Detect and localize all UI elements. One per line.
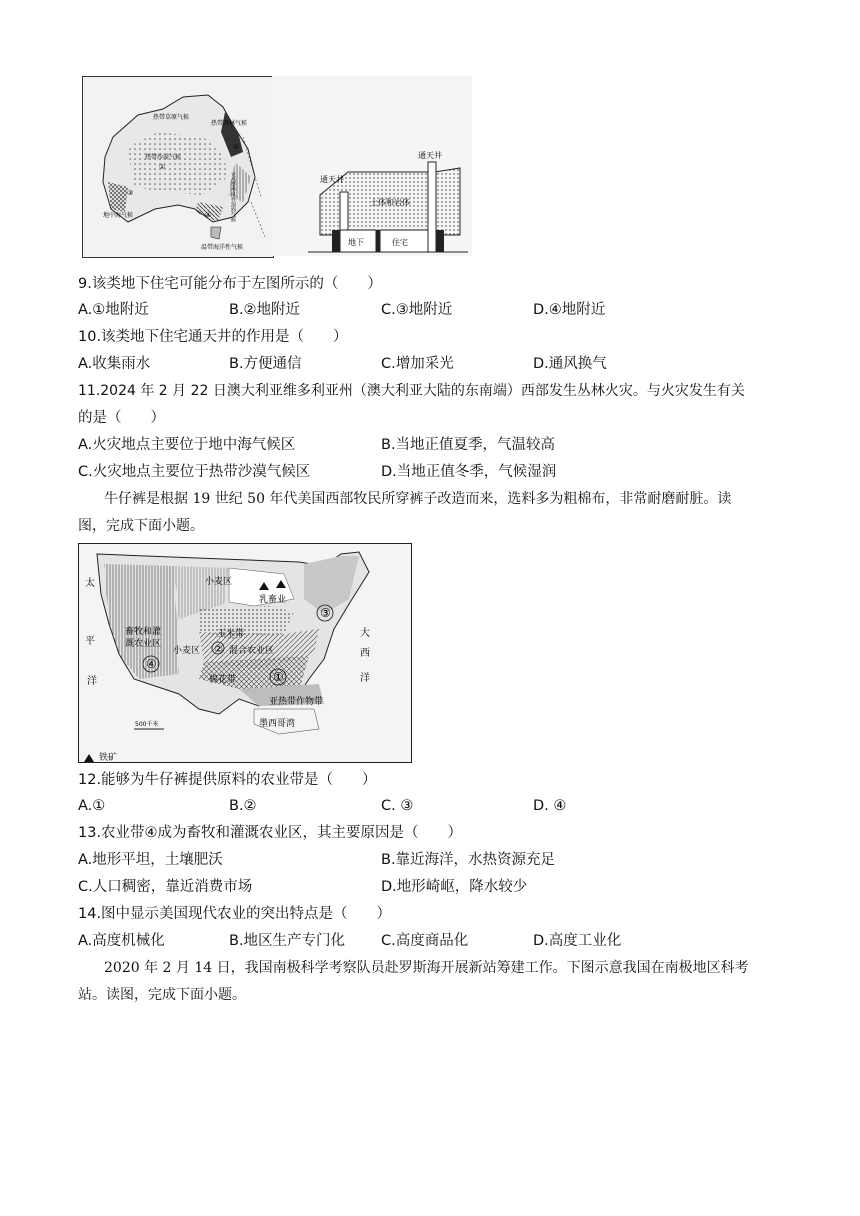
q11-option-a: A.火灾地点主要位于地中海气候区 bbox=[78, 437, 296, 453]
underground-house-diagram bbox=[300, 140, 472, 254]
q11-option-c: C.火灾地点主要位于热带沙漠气候区 bbox=[78, 464, 311, 480]
label-livestock-1: 畜牧和灌 bbox=[125, 627, 162, 637]
q14-option-c: C.高度商品化 bbox=[381, 933, 469, 949]
label-cotton-belt: 棉花带 bbox=[209, 675, 237, 685]
q11-option-d: D.当地正值冬季，气候湿润 bbox=[381, 464, 557, 480]
q12-option-b: B.② bbox=[229, 798, 257, 814]
label-iron-ore: 铁矿 bbox=[99, 753, 118, 762]
label-subtropical-crops: 亚热带作物带 bbox=[269, 697, 324, 707]
australia-map-svg bbox=[83, 77, 273, 257]
q9-option-a: A.①地附近 bbox=[78, 302, 149, 318]
q9-option-c: C.③地附近 bbox=[381, 302, 453, 318]
passage1-line2: 图，完成下面小题。 bbox=[78, 518, 204, 534]
q14-option-d: D.高度工业化 bbox=[533, 933, 622, 949]
label-pacific-2: 平 bbox=[85, 636, 95, 647]
q13-option-d: D.地形崎岖，降水较少 bbox=[381, 879, 528, 895]
q10-option-a: A.收集雨水 bbox=[78, 356, 151, 372]
marker-4: ④ bbox=[146, 657, 157, 671]
passage2-line2: 站。读图，完成下面小题。 bbox=[78, 987, 246, 1003]
q11-stem-line2: 的是（ ） bbox=[78, 410, 165, 426]
q13-option-c: C.人口稠密，靠近消费市场 bbox=[78, 879, 253, 895]
q11-stem-line1: 11.2024 年 2 月 22 日澳大利亚维多利亚州（澳大利亚大陆的东南端）西部发生丛林火灾。与火灾发生有关 bbox=[78, 383, 745, 399]
q9-option-b: B.②地附近 bbox=[229, 302, 301, 318]
label-mediterranean: 地中海气候 bbox=[103, 212, 134, 219]
q13-option-a: A.地形平坦，土壤肥沃 bbox=[78, 852, 223, 868]
underground-house-svg bbox=[300, 140, 472, 254]
q12-stem: 12.能够为牛仔裤提供原料的农业带是（ ） bbox=[78, 772, 377, 788]
label-corn-belt: 玉米带 bbox=[217, 629, 245, 639]
label-wheat-region-north: 小麦区 bbox=[205, 577, 233, 587]
label-subtropical-monsoon: 亚热带季风性湿润气候 bbox=[230, 172, 236, 222]
q12-option-c: C. ③ bbox=[381, 798, 414, 814]
q13-stem: 13.农业带④成为畜牧和灌溉农业区，其主要原因是（ ） bbox=[78, 825, 463, 841]
q14-option-a: A.高度机械化 bbox=[78, 933, 165, 949]
us-agriculture-svg bbox=[79, 544, 411, 762]
q9-stem: 9.该类地下住宅可能分布于左图所示的（ ） bbox=[78, 276, 382, 292]
label-mixed-farming: 混合农业区 bbox=[229, 646, 275, 656]
marker-4: ④ bbox=[205, 211, 212, 219]
label-livestock-2: 溉农业区 bbox=[125, 639, 162, 649]
q9-option-d: D.④地附近 bbox=[533, 302, 606, 318]
q12-option-d: D. ④ bbox=[533, 798, 567, 814]
marker-3: ③ bbox=[127, 189, 134, 197]
label-scale: 500千米 bbox=[135, 721, 159, 728]
australia-climate-map bbox=[82, 76, 274, 258]
marker-2: ② bbox=[233, 143, 240, 151]
label-pacific-3: 洋 bbox=[87, 676, 97, 687]
q10-option-c: C.增加采光 bbox=[381, 356, 454, 372]
us-agriculture-map bbox=[78, 543, 412, 763]
q10-option-d: D.通风换气 bbox=[533, 356, 607, 372]
marker-3: ③ bbox=[320, 606, 331, 620]
label-atlantic-1: 大 bbox=[360, 628, 370, 639]
passage2-line1: 2020 年 2 月 14 日，我国南极科学考察队员赴罗斯海开展新站筹建工作。下图示意我国在南极地区科考 bbox=[104, 960, 749, 976]
label-wheat-region-south: 小麦区 bbox=[173, 646, 201, 656]
marker-1: ① bbox=[159, 163, 166, 171]
label-house: 住宅 bbox=[392, 238, 408, 247]
q14-option-b: B.地区生产专门化 bbox=[229, 933, 346, 949]
label-atlantic-3: 洋 bbox=[360, 673, 370, 684]
label-gulf-of-mexico: 墨西哥湾 bbox=[259, 719, 296, 729]
label-underground: 地下 bbox=[348, 238, 364, 247]
label-temperate-maritime: 温带海洋性气候 bbox=[201, 244, 244, 251]
marker-2: ② bbox=[214, 644, 223, 655]
label-tropical-desert: 热带沙漠气候 bbox=[145, 154, 182, 161]
q14-stem: 14.图中显示美国现代农业的突出特点是（ ） bbox=[78, 906, 392, 922]
q11-option-b: B.当地正值夏季，气温较高 bbox=[381, 437, 556, 453]
q12-option-a: A.① bbox=[78, 798, 106, 814]
q10-option-b: B.方便通信 bbox=[229, 356, 302, 372]
label-atlantic-2: 西 bbox=[360, 648, 370, 659]
label-skylight-right: 通天井 bbox=[418, 151, 442, 160]
label-skylight-left: 通天井 bbox=[320, 175, 344, 184]
label-dairy: 乳畜业 bbox=[259, 595, 287, 605]
q13-option-b: B.靠近海洋，水热资源充足 bbox=[381, 852, 556, 868]
label-soil-rock: 土体和岩体 bbox=[370, 198, 410, 207]
q10-stem: 10.该类地下住宅通天井的作用是（ ） bbox=[78, 329, 348, 345]
label-tropical-savanna: 热带草原气候 bbox=[153, 114, 190, 121]
passage1-line1: 牛仔裤是根据 19 世纪 50 年代美国西部牧民所穿裤子改造而来，选料多为粗棉布，非常耐磨耐脏。读 bbox=[104, 491, 732, 507]
label-pacific-1: 太 bbox=[85, 578, 95, 589]
label-tropical-rainforest: 热带雨林气候 bbox=[211, 120, 248, 127]
marker-1: ① bbox=[273, 670, 284, 684]
